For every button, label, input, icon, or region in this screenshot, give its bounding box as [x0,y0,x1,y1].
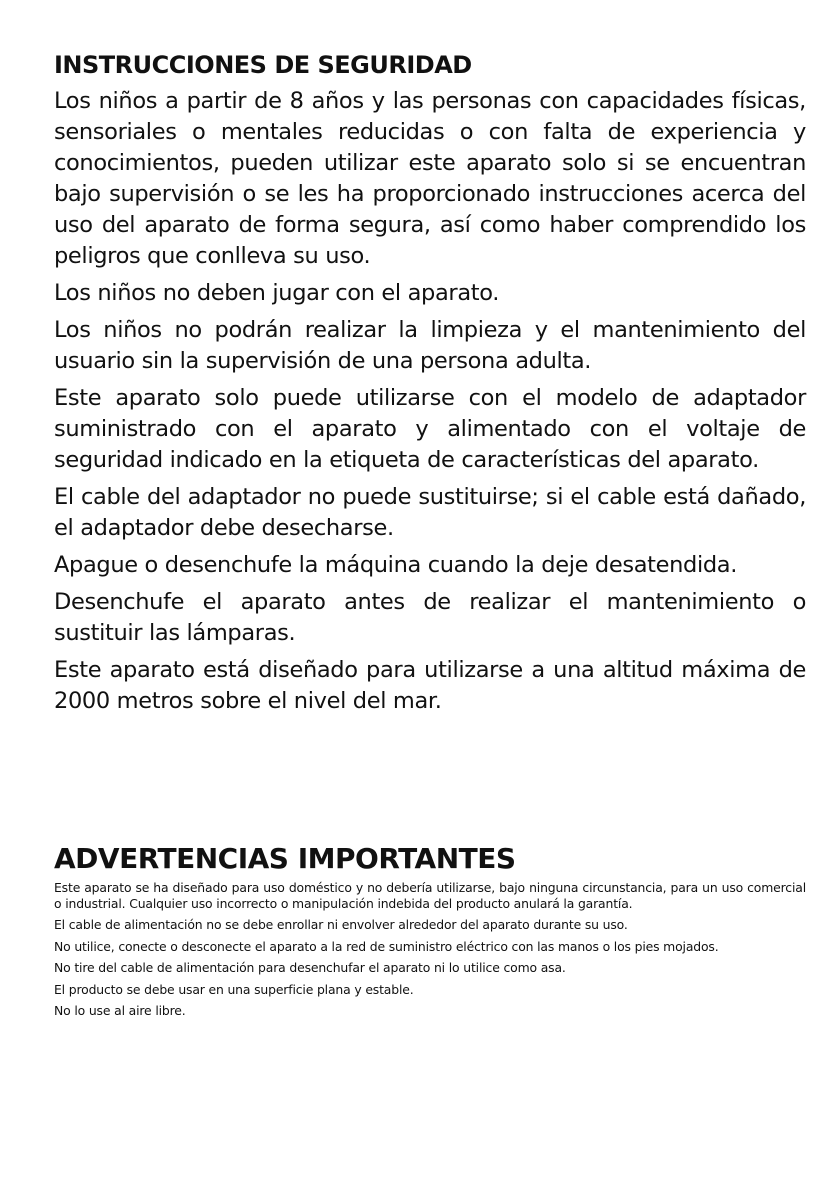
safety-paragraph-unplug: Desenchufe el aparato antes de realizar el mantenimiento o sustituir las lámparas. [54,589,806,646]
warning-paragraph-wet-hands: No utilice, conecte o desconecte el aparato a la red de suministro eléctrico con las manos o los pies mojados. [54,938,719,954]
warning-paragraph-outdoor: No lo use al aire libre. [54,1003,186,1018]
warning-paragraph-cable-wrap: El cable de alimentación no se debe enrollar ni envolver alrededor del aparato durante su uso. [54,917,628,932]
warning-paragraph-domestic-use: Este aparato se ha diseñado para uso doméstico y no debería utilizarse, bajo ninguna circunstancia, para un uso comercial o industrial. Cualquier uso incorrecto o manipulación indebida del producto anulará la garantía. [54,880,806,911]
safety-title: INSTRUCCIONES DE SEGURIDAD [54,51,472,79]
warning-paragraph-cable-pull: No tire del cable de alimentación para desenchufar el aparato ni lo utilice como asa. [54,960,566,975]
safety-list [54,86,806,717]
safety-paragraph-adapter: Este aparato solo puede utilizarse con el modelo de adaptador suministrado con el aparato y alimentado con el voltaje de seguridad indicado en la etiqueta de características del aparato. [54,385,806,473]
safety-paragraph-children-play: Los niños no deben jugar con el aparato. [54,280,500,306]
safety-paragraph-unattended: Apague o desenchufe la máquina cuando la deje desatendida. [54,552,738,578]
safety-paragraph-altitude: Este aparato está diseñado para utilizarse a una altitud máxima de 2000 metros sobre el nivel del mar. [54,657,806,714]
warnings-list [54,880,806,1019]
safety-paragraph-children-supervision: Los niños a partir de 8 años y las personas con capacidades físicas, sensoriales o mentales reducidas o con falta de experiencia y conocimientos, pueden utilizar este aparato solo si se encuentran bajo supervisión o se les ha proporcionado instrucciones acerca del uso del aparato de forma segura, así como haber comprendido los peligros que conlleva su uso. [54,88,806,269]
safety-section [54,50,806,723]
warnings-title: ADVERTENCIAS IMPORTANTES [54,842,516,875]
safety-paragraph-cable: El cable del adaptador no puede sustituirse; si el cable está dañado, el adaptador debe desecharse. [54,484,806,541]
warnings-section [54,842,806,1025]
safety-paragraph-cleaning: Los niños no podrán realizar la limpieza y el mantenimiento del usuario sin la supervisión de una persona adulta. [54,317,806,374]
warning-paragraph-flat-surface: El producto se debe usar en una superficie plana y estable. [54,981,414,997]
